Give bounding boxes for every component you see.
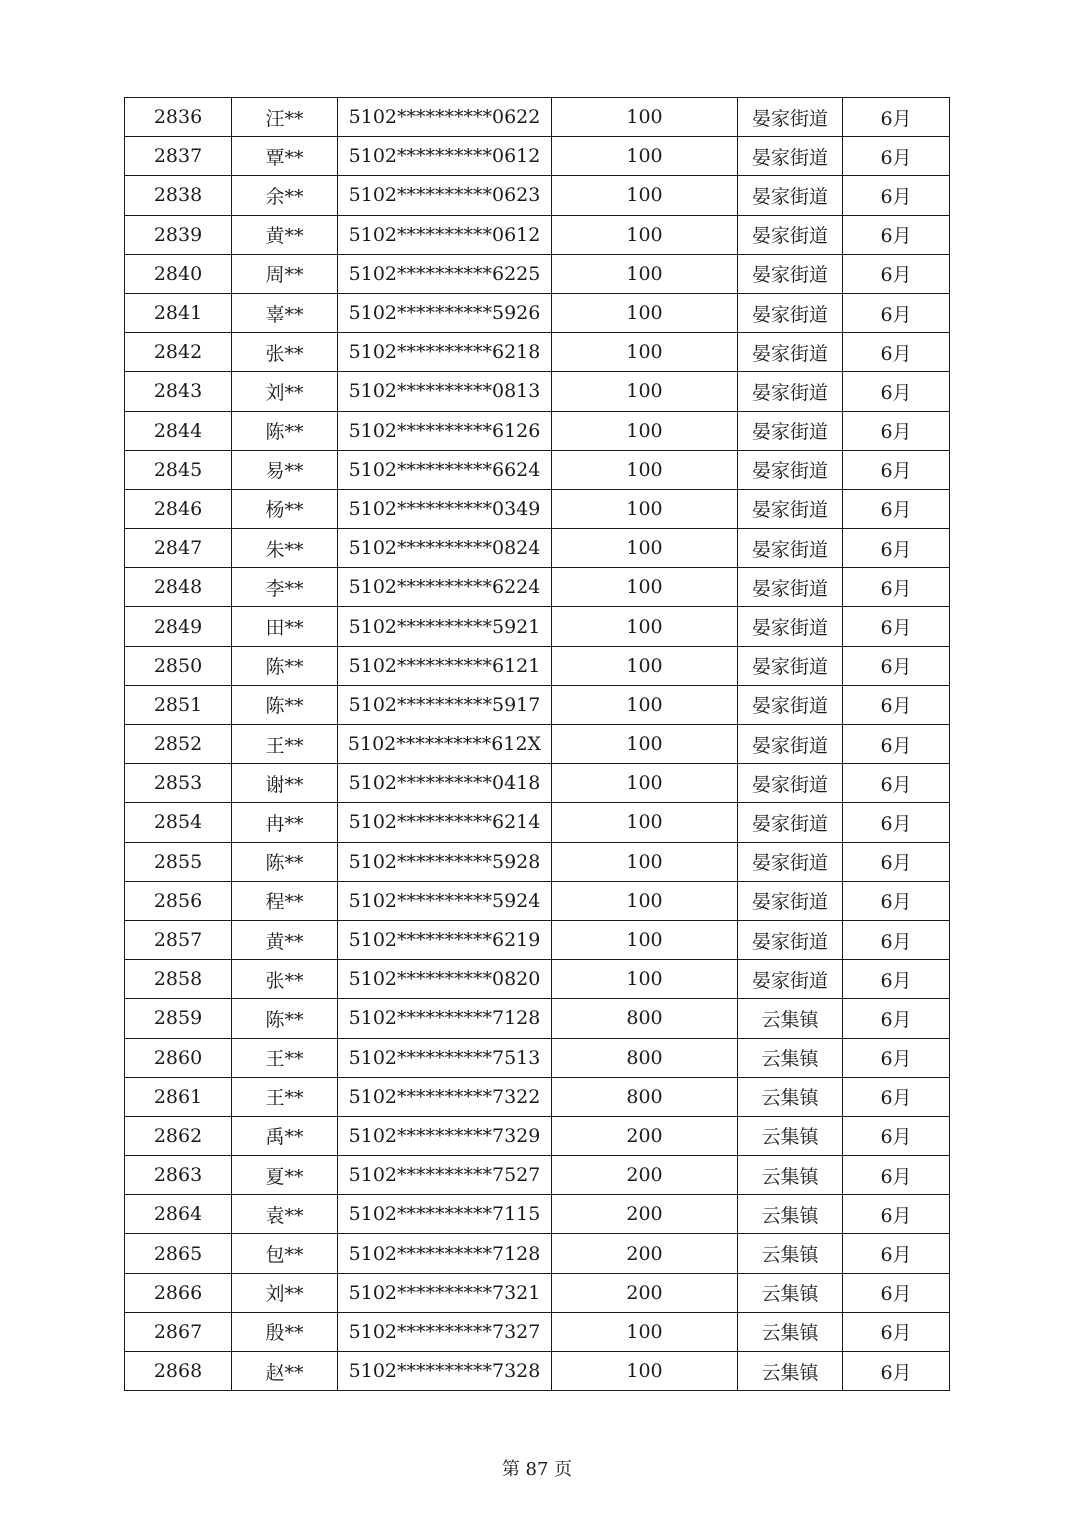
table-row <box>125 215 950 254</box>
amount-cell: 100 <box>552 137 738 176</box>
name-cell: 陈** <box>232 685 338 724</box>
id-number-cell: 5102**********0622 <box>338 98 552 137</box>
name-cell: 张** <box>232 960 338 999</box>
month-cell: 6月 <box>843 1156 950 1195</box>
month-cell: 6月 <box>843 1077 950 1116</box>
area-cell: 晏家街道 <box>738 960 843 999</box>
amount-cell: 100 <box>552 607 738 646</box>
id-number-cell: 5102**********5924 <box>338 881 552 920</box>
seq-number-cell: 2849 <box>125 607 232 646</box>
area-cell: 晏家街道 <box>738 920 843 959</box>
seq-number-cell: 2851 <box>125 685 232 724</box>
id-number-cell: 5102**********5928 <box>338 842 552 881</box>
area-cell: 云集镇 <box>738 1038 843 1077</box>
month-cell: 6月 <box>843 920 950 959</box>
id-number-cell: 5102**********7128 <box>338 999 552 1038</box>
seq-number-cell: 2850 <box>125 646 232 685</box>
id-number-cell: 5102**********7128 <box>338 1234 552 1273</box>
area-cell: 云集镇 <box>738 1352 843 1391</box>
amount-cell: 100 <box>552 803 738 842</box>
table-row <box>125 646 950 685</box>
table-row <box>125 725 950 764</box>
name-cell: 冉** <box>232 803 338 842</box>
id-number-cell: 5102**********7115 <box>338 1195 552 1234</box>
seq-number-cell: 2841 <box>125 293 232 332</box>
amount-cell: 200 <box>552 1116 738 1155</box>
month-cell: 6月 <box>843 98 950 137</box>
seq-number-cell: 2847 <box>125 529 232 568</box>
name-cell: 程** <box>232 881 338 920</box>
id-number-cell: 5102**********0820 <box>338 960 552 999</box>
amount-cell: 800 <box>552 999 738 1038</box>
name-cell: 朱** <box>232 529 338 568</box>
area-cell: 晏家街道 <box>738 293 843 332</box>
table-row <box>125 960 950 999</box>
month-cell: 6月 <box>843 607 950 646</box>
id-number-cell: 5102**********6624 <box>338 450 552 489</box>
month-cell: 6月 <box>843 1195 950 1234</box>
month-cell: 6月 <box>843 137 950 176</box>
name-cell: 李** <box>232 568 338 607</box>
amount-cell: 100 <box>552 568 738 607</box>
amount-cell: 100 <box>552 450 738 489</box>
month-cell: 6月 <box>843 1038 950 1077</box>
name-cell: 张** <box>232 333 338 372</box>
name-cell: 余** <box>232 176 338 215</box>
table-row <box>125 450 950 489</box>
roster-table <box>124 97 950 1391</box>
amount-cell: 100 <box>552 98 738 137</box>
month-cell: 6月 <box>843 411 950 450</box>
table-row <box>125 685 950 724</box>
table-row <box>125 372 950 411</box>
id-number-cell: 5102**********6214 <box>338 803 552 842</box>
month-cell: 6月 <box>843 1312 950 1351</box>
amount-cell: 100 <box>552 725 738 764</box>
id-number-cell: 5102**********7527 <box>338 1156 552 1195</box>
table-row <box>125 1195 950 1234</box>
area-cell: 云集镇 <box>738 1077 843 1116</box>
amount-cell: 100 <box>552 881 738 920</box>
name-cell: 赵** <box>232 1352 338 1391</box>
seq-number-cell: 2860 <box>125 1038 232 1077</box>
amount-cell: 100 <box>552 764 738 803</box>
amount-cell: 100 <box>552 529 738 568</box>
amount-cell: 100 <box>552 842 738 881</box>
seq-number-cell: 2845 <box>125 450 232 489</box>
seq-number-cell: 2852 <box>125 725 232 764</box>
roster-table-body <box>125 98 950 1391</box>
seq-number-cell: 2859 <box>125 999 232 1038</box>
month-cell: 6月 <box>843 803 950 842</box>
area-cell: 晏家街道 <box>738 176 843 215</box>
name-cell: 陈** <box>232 842 338 881</box>
id-number-cell: 5102**********612X <box>338 725 552 764</box>
table-row <box>125 1234 950 1273</box>
name-cell: 刘** <box>232 1273 338 1312</box>
area-cell: 晏家街道 <box>738 489 843 528</box>
amount-cell: 100 <box>552 293 738 332</box>
month-cell: 6月 <box>843 215 950 254</box>
table-row <box>125 1352 950 1391</box>
seq-number-cell: 2856 <box>125 881 232 920</box>
area-cell: 云集镇 <box>738 1116 843 1155</box>
name-cell: 刘** <box>232 372 338 411</box>
name-cell: 袁** <box>232 1195 338 1234</box>
area-cell: 晏家街道 <box>738 568 843 607</box>
name-cell: 陈** <box>232 999 338 1038</box>
name-cell: 易** <box>232 450 338 489</box>
table-row <box>125 1156 950 1195</box>
amount-cell: 100 <box>552 1352 738 1391</box>
month-cell: 6月 <box>843 293 950 332</box>
id-number-cell: 5102**********6218 <box>338 333 552 372</box>
name-cell: 殷** <box>232 1312 338 1351</box>
amount-cell: 100 <box>552 176 738 215</box>
seq-number-cell: 2864 <box>125 1195 232 1234</box>
seq-number-cell: 2857 <box>125 920 232 959</box>
area-cell: 晏家街道 <box>738 137 843 176</box>
seq-number-cell: 2858 <box>125 960 232 999</box>
page-number: 第 87 页 <box>501 1459 573 1480</box>
area-cell: 晏家街道 <box>738 842 843 881</box>
id-number-cell: 5102**********7327 <box>338 1312 552 1351</box>
area-cell: 云集镇 <box>738 999 843 1038</box>
id-number-cell: 5102**********5921 <box>338 607 552 646</box>
month-cell: 6月 <box>843 685 950 724</box>
month-cell: 6月 <box>843 529 950 568</box>
name-cell: 王** <box>232 1077 338 1116</box>
id-number-cell: 5102**********7329 <box>338 1116 552 1155</box>
amount-cell: 100 <box>552 1312 738 1351</box>
table-row <box>125 920 950 959</box>
id-number-cell: 5102**********7321 <box>338 1273 552 1312</box>
amount-cell: 800 <box>552 1038 738 1077</box>
id-number-cell: 5102**********0349 <box>338 489 552 528</box>
amount-cell: 800 <box>552 1077 738 1116</box>
amount-cell: 100 <box>552 333 738 372</box>
table-row <box>125 529 950 568</box>
name-cell: 夏** <box>232 1156 338 1195</box>
area-cell: 云集镇 <box>738 1234 843 1273</box>
area-cell: 晏家街道 <box>738 685 843 724</box>
area-cell: 晏家街道 <box>738 372 843 411</box>
seq-number-cell: 2855 <box>125 842 232 881</box>
name-cell: 禹** <box>232 1116 338 1155</box>
month-cell: 6月 <box>843 372 950 411</box>
seq-number-cell: 2853 <box>125 764 232 803</box>
amount-cell: 100 <box>552 411 738 450</box>
table-row <box>125 1077 950 1116</box>
seq-number-cell: 2842 <box>125 333 232 372</box>
table-row <box>125 1273 950 1312</box>
table-row <box>125 1038 950 1077</box>
name-cell: 汪** <box>232 98 338 137</box>
table-row <box>125 568 950 607</box>
table-row <box>125 333 950 372</box>
area-cell: 云集镇 <box>738 1312 843 1351</box>
month-cell: 6月 <box>843 568 950 607</box>
table-row <box>125 1116 950 1155</box>
seq-number-cell: 2837 <box>125 137 232 176</box>
seq-number-cell: 2844 <box>125 411 232 450</box>
month-cell: 6月 <box>843 881 950 920</box>
table-row <box>125 293 950 332</box>
name-cell: 陈** <box>232 411 338 450</box>
area-cell: 晏家街道 <box>738 529 843 568</box>
area-cell: 晏家街道 <box>738 450 843 489</box>
id-number-cell: 5102**********6121 <box>338 646 552 685</box>
id-number-cell: 5102**********6225 <box>338 254 552 293</box>
month-cell: 6月 <box>843 960 950 999</box>
area-cell: 晏家街道 <box>738 725 843 764</box>
id-number-cell: 5102**********0623 <box>338 176 552 215</box>
month-cell: 6月 <box>843 725 950 764</box>
seq-number-cell: 2861 <box>125 1077 232 1116</box>
table-row <box>125 607 950 646</box>
seq-number-cell: 2848 <box>125 568 232 607</box>
table-row <box>125 842 950 881</box>
table-row <box>125 137 950 176</box>
id-number-cell: 5102**********5917 <box>338 685 552 724</box>
seq-number-cell: 2865 <box>125 1234 232 1273</box>
area-cell: 晏家街道 <box>738 764 843 803</box>
area-cell: 晏家街道 <box>738 881 843 920</box>
table-row <box>125 999 950 1038</box>
area-cell: 晏家街道 <box>738 803 843 842</box>
seq-number-cell: 2846 <box>125 489 232 528</box>
name-cell: 周** <box>232 254 338 293</box>
month-cell: 6月 <box>843 1234 950 1273</box>
month-cell: 6月 <box>843 176 950 215</box>
month-cell: 6月 <box>843 1116 950 1155</box>
id-number-cell: 5102**********0418 <box>338 764 552 803</box>
month-cell: 6月 <box>843 1273 950 1312</box>
name-cell: 包** <box>232 1234 338 1273</box>
id-number-cell: 5102**********0612 <box>338 215 552 254</box>
seq-number-cell: 2843 <box>125 372 232 411</box>
area-cell: 晏家街道 <box>738 98 843 137</box>
month-cell: 6月 <box>843 842 950 881</box>
id-number-cell: 5102**********0612 <box>338 137 552 176</box>
seq-number-cell: 2867 <box>125 1312 232 1351</box>
name-cell: 黄** <box>232 920 338 959</box>
table-row <box>125 1312 950 1351</box>
name-cell: 王** <box>232 725 338 764</box>
id-number-cell: 5102**********6126 <box>338 411 552 450</box>
table-row <box>125 881 950 920</box>
id-number-cell: 5102**********6219 <box>338 920 552 959</box>
name-cell: 谢** <box>232 764 338 803</box>
amount-cell: 100 <box>552 372 738 411</box>
table-row <box>125 764 950 803</box>
id-number-cell: 5102**********6224 <box>338 568 552 607</box>
name-cell: 覃** <box>232 137 338 176</box>
id-number-cell: 5102**********7513 <box>338 1038 552 1077</box>
amount-cell: 100 <box>552 960 738 999</box>
seq-number-cell: 2868 <box>125 1352 232 1391</box>
name-cell: 王** <box>232 1038 338 1077</box>
table-row <box>125 98 950 137</box>
table-row <box>125 254 950 293</box>
table-row <box>125 176 950 215</box>
amount-cell: 100 <box>552 254 738 293</box>
month-cell: 6月 <box>843 333 950 372</box>
month-cell: 6月 <box>843 764 950 803</box>
area-cell: 晏家街道 <box>738 607 843 646</box>
area-cell: 晏家街道 <box>738 333 843 372</box>
seq-number-cell: 2854 <box>125 803 232 842</box>
seq-number-cell: 2863 <box>125 1156 232 1195</box>
area-cell: 云集镇 <box>738 1195 843 1234</box>
amount-cell: 200 <box>552 1195 738 1234</box>
area-cell: 云集镇 <box>738 1273 843 1312</box>
name-cell: 田** <box>232 607 338 646</box>
amount-cell: 100 <box>552 685 738 724</box>
area-cell: 晏家街道 <box>738 411 843 450</box>
seq-number-cell: 2839 <box>125 215 232 254</box>
area-cell: 晏家街道 <box>738 254 843 293</box>
id-number-cell: 5102**********7322 <box>338 1077 552 1116</box>
amount-cell: 100 <box>552 215 738 254</box>
amount-cell: 100 <box>552 920 738 959</box>
id-number-cell: 5102**********0813 <box>338 372 552 411</box>
seq-number-cell: 2840 <box>125 254 232 293</box>
seq-number-cell: 2836 <box>125 98 232 137</box>
area-cell: 晏家街道 <box>738 215 843 254</box>
month-cell: 6月 <box>843 450 950 489</box>
table-row <box>125 489 950 528</box>
area-cell: 云集镇 <box>738 1156 843 1195</box>
seq-number-cell: 2862 <box>125 1116 232 1155</box>
table-row <box>125 411 950 450</box>
seq-number-cell: 2838 <box>125 176 232 215</box>
amount-cell: 200 <box>552 1156 738 1195</box>
month-cell: 6月 <box>843 1352 950 1391</box>
id-number-cell: 5102**********0824 <box>338 529 552 568</box>
name-cell: 陈** <box>232 646 338 685</box>
area-cell: 晏家街道 <box>738 646 843 685</box>
seq-number-cell: 2866 <box>125 1273 232 1312</box>
name-cell: 辜** <box>232 293 338 332</box>
name-cell: 杨** <box>232 489 338 528</box>
month-cell: 6月 <box>843 646 950 685</box>
month-cell: 6月 <box>843 489 950 528</box>
amount-cell: 100 <box>552 489 738 528</box>
month-cell: 6月 <box>843 254 950 293</box>
id-number-cell: 5102**********7328 <box>338 1352 552 1391</box>
amount-cell: 200 <box>552 1234 738 1273</box>
amount-cell: 100 <box>552 646 738 685</box>
id-number-cell: 5102**********5926 <box>338 293 552 332</box>
amount-cell: 200 <box>552 1273 738 1312</box>
table-row <box>125 803 950 842</box>
month-cell: 6月 <box>843 999 950 1038</box>
name-cell: 黄** <box>232 215 338 254</box>
